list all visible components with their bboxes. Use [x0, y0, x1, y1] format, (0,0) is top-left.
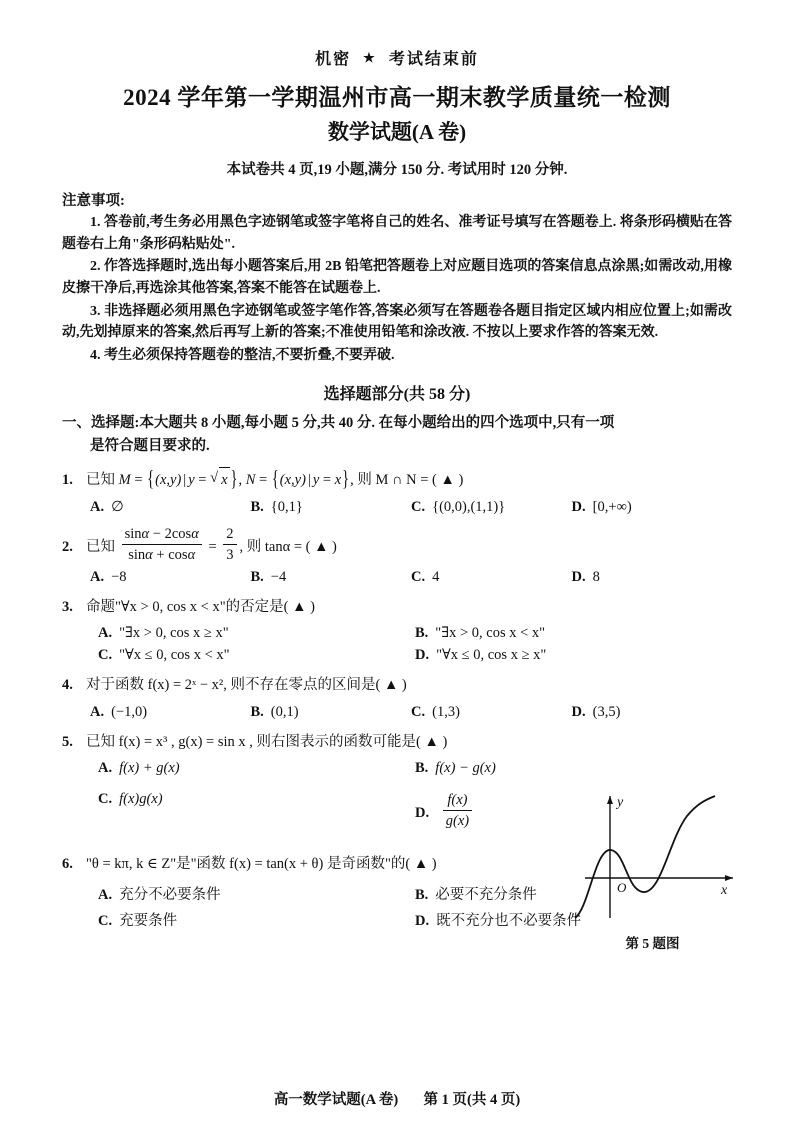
- fraction: $\frac{f(x)}{g(x)}$: [443, 791, 472, 830]
- figure-question-5: [565, 790, 740, 952]
- option-b[interactable]: B. f(x) − g(x): [415, 759, 496, 776]
- question-lead: 已知: [86, 538, 115, 555]
- options-row: [62, 625, 732, 642]
- question-stem: 已知 f(x) = x³ , g(x) = sin x , 则右图表示的函数可能是( ▲ ): [86, 733, 448, 750]
- question-2: [62, 525, 732, 586]
- question-number: 1.: [62, 472, 73, 489]
- page-footer: [0, 1088, 794, 1109]
- origin-label: O: [617, 880, 627, 895]
- question-number: 5.: [62, 733, 73, 750]
- question-number: 4.: [62, 677, 73, 694]
- option-b[interactable]: B. "∃x > 0, cos x < x": [415, 625, 546, 642]
- question-tail: 则 tanα = ( ▲ ): [246, 538, 337, 555]
- options-row: [62, 647, 732, 664]
- option-d[interactable]: D. (3,5): [571, 703, 621, 720]
- confidential-header: [62, 46, 732, 69]
- page-title: 2024 学年第一学期温州市高一期末教学质量统一检测: [123, 85, 671, 110]
- option-c[interactable]: C. {(0,0),(1,1)}: [411, 498, 506, 515]
- section-heading: 选择题部分(共 58 分): [323, 385, 471, 403]
- option-d[interactable]: D. "∀x ≤ 0, cos x ≥ x": [415, 647, 547, 664]
- option-b[interactable]: B. 必要不充分条件: [415, 886, 537, 903]
- option-c[interactable]: C. (1,3): [411, 703, 460, 720]
- footer-page-number: 第 1 页(共 4 页): [423, 1092, 521, 1108]
- exam-info: 本试卷共 4 页,19 小题,满分 150 分. 考试用时 120 分钟.: [226, 162, 568, 178]
- option-b[interactable]: B. −4: [250, 568, 287, 585]
- question-1: [62, 467, 732, 515]
- option-c[interactable]: C. f(x)g(x): [98, 790, 163, 807]
- option-d[interactable]: D. $\frac{f(x)}{g(x)}$: [415, 791, 732, 830]
- function-graph: [565, 790, 740, 925]
- option-b[interactable]: B. (0,1): [250, 703, 299, 720]
- question-3: [62, 595, 732, 664]
- multiple-choice-instructions: [62, 412, 732, 458]
- question-stem: 对于函数 f(x) = 2ˣ − x², 则不存在零点的区间是( ▲ ): [86, 677, 407, 694]
- confidential-label: 机密: [315, 51, 352, 68]
- options-row: [62, 499, 732, 516]
- option-a[interactable]: A. −8: [90, 568, 127, 585]
- instructions-line-1: 一、选择题:本大题共 8 小题,每小题 5 分,共 40 分. 在每小题给出的四个选项中,只有一项: [62, 414, 615, 431]
- fraction: $\frac{\sin\alpha - 2\cos\alpha}{\sin\alpha + \cos\alpha}$: [122, 525, 202, 564]
- option-a[interactable]: A. ∅: [90, 498, 124, 515]
- question-stem: "θ = kπ, k ∈ Z"是"函数 f(x) = tan(x + θ) 是奇函数"的( ▲ ): [86, 856, 437, 873]
- option-d[interactable]: D. [0,+∞): [571, 498, 632, 515]
- option-c[interactable]: C. 4: [411, 568, 440, 585]
- question-tail: 则 M ∩ N = ( ▲ ): [357, 472, 464, 489]
- notice-item: 1. 答卷前,考生务必用黑色字迹钢笔或签字笔将自己的姓名、准考证号填写在答题卷上. 将条形码横贴在答题卷右上角"条形码粘贴处".: [62, 215, 732, 252]
- instructions-line-2: 是符合题目要求的.: [90, 438, 210, 454]
- x-axis-label: x: [721, 883, 728, 898]
- y-axis-label: y: [617, 795, 624, 810]
- options-row: [62, 569, 732, 586]
- question-stem: 命题"∀x > 0, cos x < x"的否定是( ▲ ): [86, 598, 315, 615]
- question-number: 3.: [62, 598, 73, 615]
- question-stem: 已知 $\frac{\sin\alpha - 2\cos\alpha}{\sin\alpha + \cos\alpha}$ = $\frac{2}{3}$ , 则 tanα = ( ▲ ): [86, 525, 337, 563]
- option-a[interactable]: A. f(x) + g(x): [98, 759, 180, 776]
- option-c[interactable]: C. "∀x ≤ 0, cos x < x": [98, 647, 230, 664]
- option-d[interactable]: D. 8: [571, 568, 600, 585]
- option-a[interactable]: A. 充分不必要条件: [98, 886, 221, 903]
- footer-doc-title: 高一数学试题(A 卷): [273, 1092, 399, 1108]
- notice-item: 2. 作答选择题时,选出每小题答案后,用 2B 铅笔把答题卷上对应题目选项的答案信息点涂黑;如需改动,用橡皮擦干净后,再选涂其他答案,答案不能答在试题卷上.: [62, 259, 732, 297]
- fraction: $\frac{2}{3}$: [223, 525, 236, 564]
- figure-caption: 第 5 题图: [625, 936, 680, 951]
- notice-title: 注意事项:: [62, 193, 125, 209]
- option-a[interactable]: A. (−1,0): [90, 703, 148, 720]
- notice-item: 4. 考生必须保持答题卷的整洁,不要折叠,不要弄破.: [90, 348, 395, 364]
- question-stem: 已知 M = {(x,y) | y = √ x }, N = {(x,y) | y = x}, 则 M ∩ N = ( ▲ ): [86, 467, 732, 493]
- options-row: [62, 760, 732, 777]
- question-number: 2.: [62, 538, 73, 555]
- question-number: 6.: [62, 856, 73, 873]
- question-4: [62, 673, 732, 720]
- options-row: [62, 704, 732, 721]
- option-b[interactable]: B. {0,1}: [250, 498, 303, 515]
- before-exam-end-label: 考试结束前: [388, 51, 479, 68]
- question-lead: 已知: [86, 472, 115, 489]
- option-c[interactable]: C. 充要条件: [98, 912, 178, 929]
- option-d[interactable]: D. 既不充分也不必要条件: [415, 912, 582, 929]
- star-icon: ★: [363, 50, 377, 65]
- page-subtitle: 数学试题(A 卷): [327, 120, 467, 144]
- notice-item: 3. 非选择题必须用黑色字迹钢笔或签字笔作答,答案必须写在答题卷各题目指定区域内相应位置上;如需改动,先划掉原来的答案,然后再写上新的答案;不准使用铅笔和涂改液. 不按以上要求作答的答案无效.: [62, 303, 732, 341]
- option-a[interactable]: A. "∃x > 0, cos x ≥ x": [98, 625, 229, 642]
